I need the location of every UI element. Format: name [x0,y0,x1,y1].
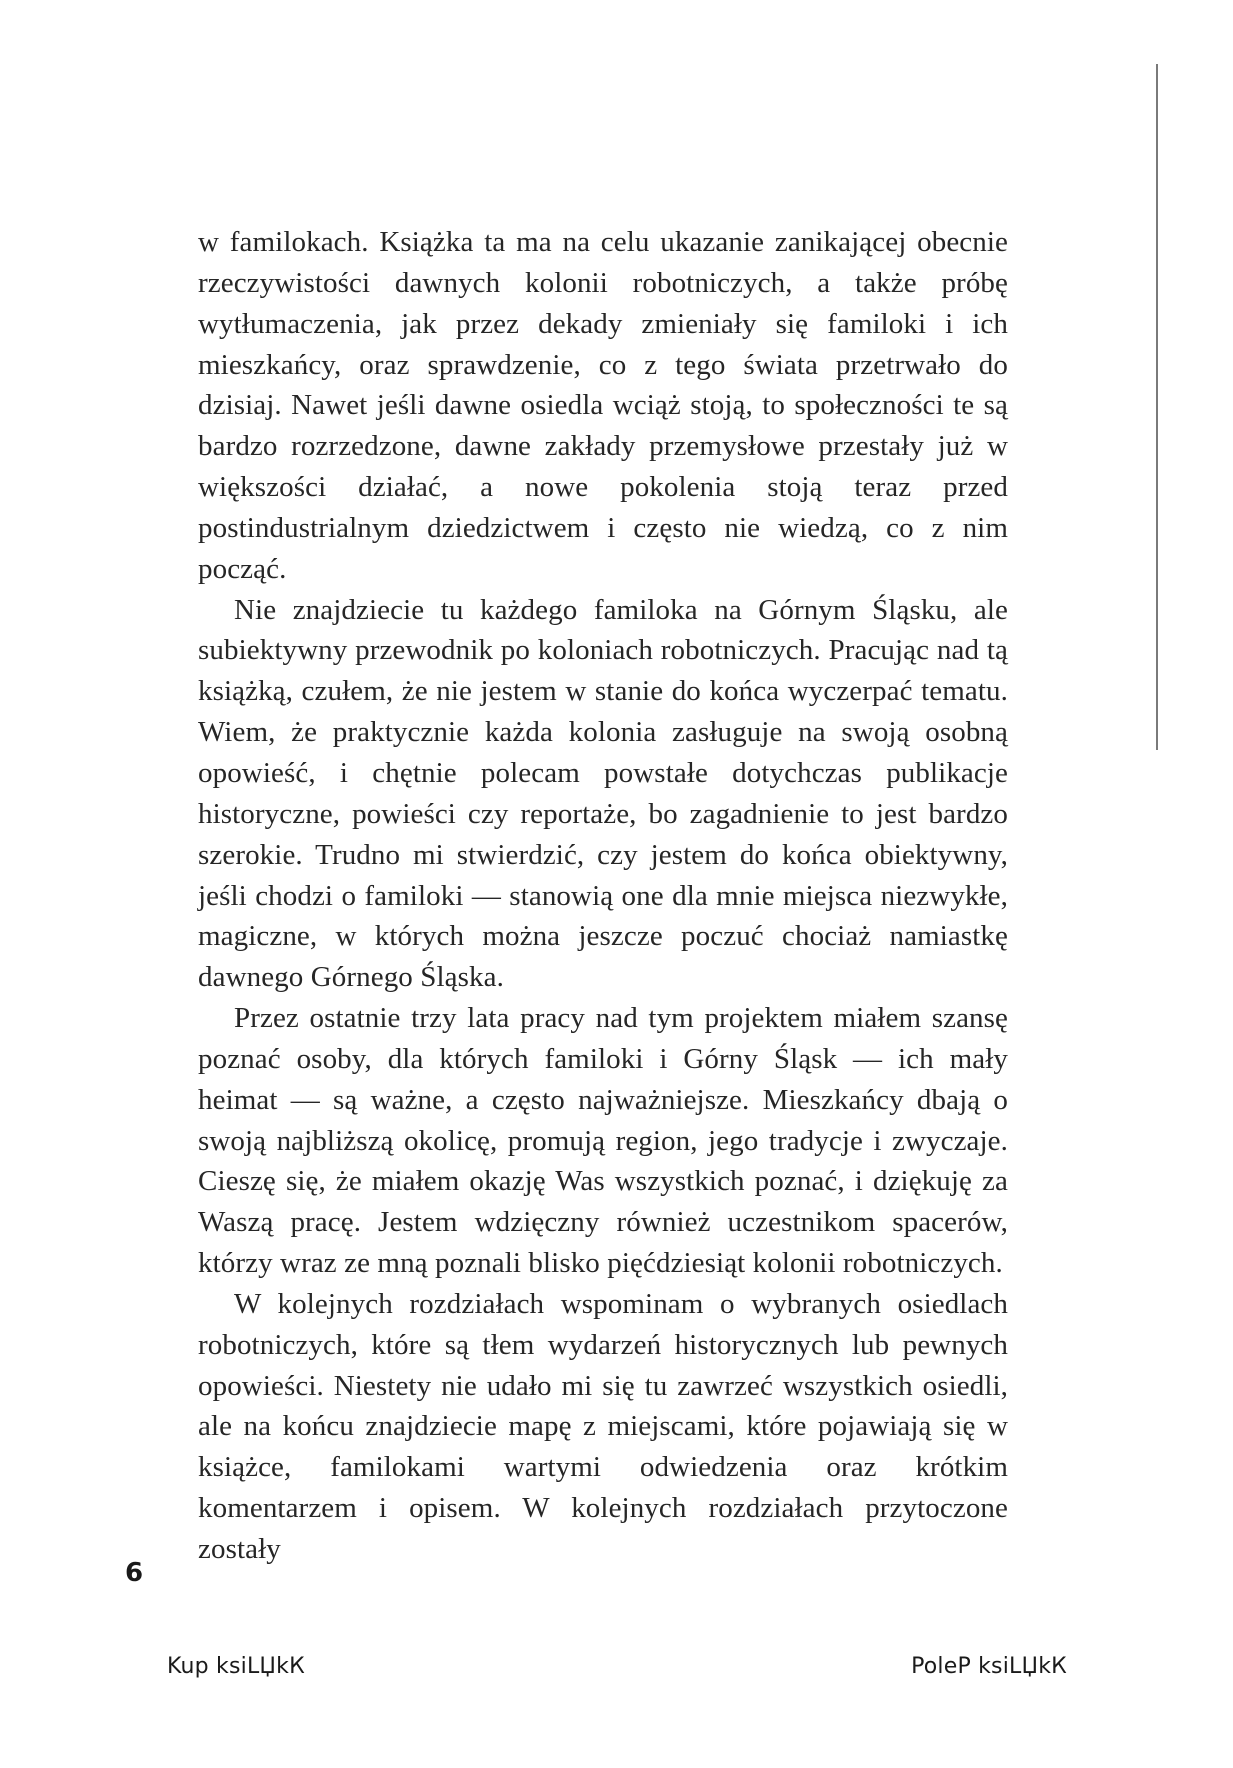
buy-book-link[interactable]: Kup ksiLЏkК [167,1654,305,1679]
margin-rule [1156,64,1158,742]
paragraph-2: Nie znajdziecie tu każdego familoka na Górnym Śląsku, ale subiektywny przewodnik po koloniach robotniczych. Pracując nad tą książką, czułem, że nie jestem w stanie do końca wyczerpać tematu. Wiem, że praktycznie każda kolonia zasługuje na swoją osobną opowieść, i chętnie polecam powstałe dotychczas publikacje historyczne, powieści czy reportaże, bo zagadnienie to jest bardzo szerokie. Trudno mi stwierdzić, czy jestem do końca obiektywny, jeśli chodzi o familoki — stanowią one dla mnie miejsca niezwykłe, magiczne, w których można jeszcze poczuć chociaż namiastkę dawnego Górnego Śląska. [198,593,1008,994]
page-number: 6 [125,1558,144,1588]
paragraph-4: W kolejnych rozdziałach wspominam o wybranych osiedlach robotniczych, które są tłem wydarzeń historycznych lub pewnych opowieści. Niestety nie udało mi się tu zawrzeć wszystkich osiedli, ale na końcu znajdziecie mapę z miejscami, które pojawiają się w książce, familokami wartymi odwiedzenia oraz krótkim komentarzem i opisem. W kolejnych rozdziałach przytoczone zostały [198,1287,1008,1565]
body-text [198,222,1008,1570]
paragraph-3: Przez ostatnie trzy lata pracy nad tym projektem miałem szansę poznać osoby, dla których familoki i Górny Śląsk — ich mały heimat — są ważne, a często najważniejsze. Mieszkańcy dbają o swoją najbliższą okolicę, promują region, jego tradycje i zwyczaje. Cieszę się, że miałem okazję Was wszystkich poznać, i dziękuję za Waszą pracę. Jestem wdzięczny również uczestnikom spacerów, którzy wraz ze mną poznali blisko pięćdziesiąt kolonii robotniczych. [198,1002,1008,1280]
paragraph-1: w familokach. Książka ta ma na celu ukazanie zanikającej obecnie rzeczywistości dawnych kolonii robotniczych, a także próbę wytłumaczenia, jak przez dekady zmieniały się familoki i ich mieszkańcy, oraz sprawdzenie, co z tego świata przetrwało do dzisiaj. Nawet jeśli dawne osiedla wciąż stoją, to społeczności te są bardzo rozrzedzone, dawne zakłady przemysłowe przestały już w większości działać, a nowe pokolenia stoją teraz przed postindustrialnym dziedzictwem i często nie wiedzą, co z nim począć. [198,226,1008,585]
margin-tick [1156,738,1158,750]
recommend-book-link[interactable]: PoleР ksiLЏkК [911,1654,1067,1679]
